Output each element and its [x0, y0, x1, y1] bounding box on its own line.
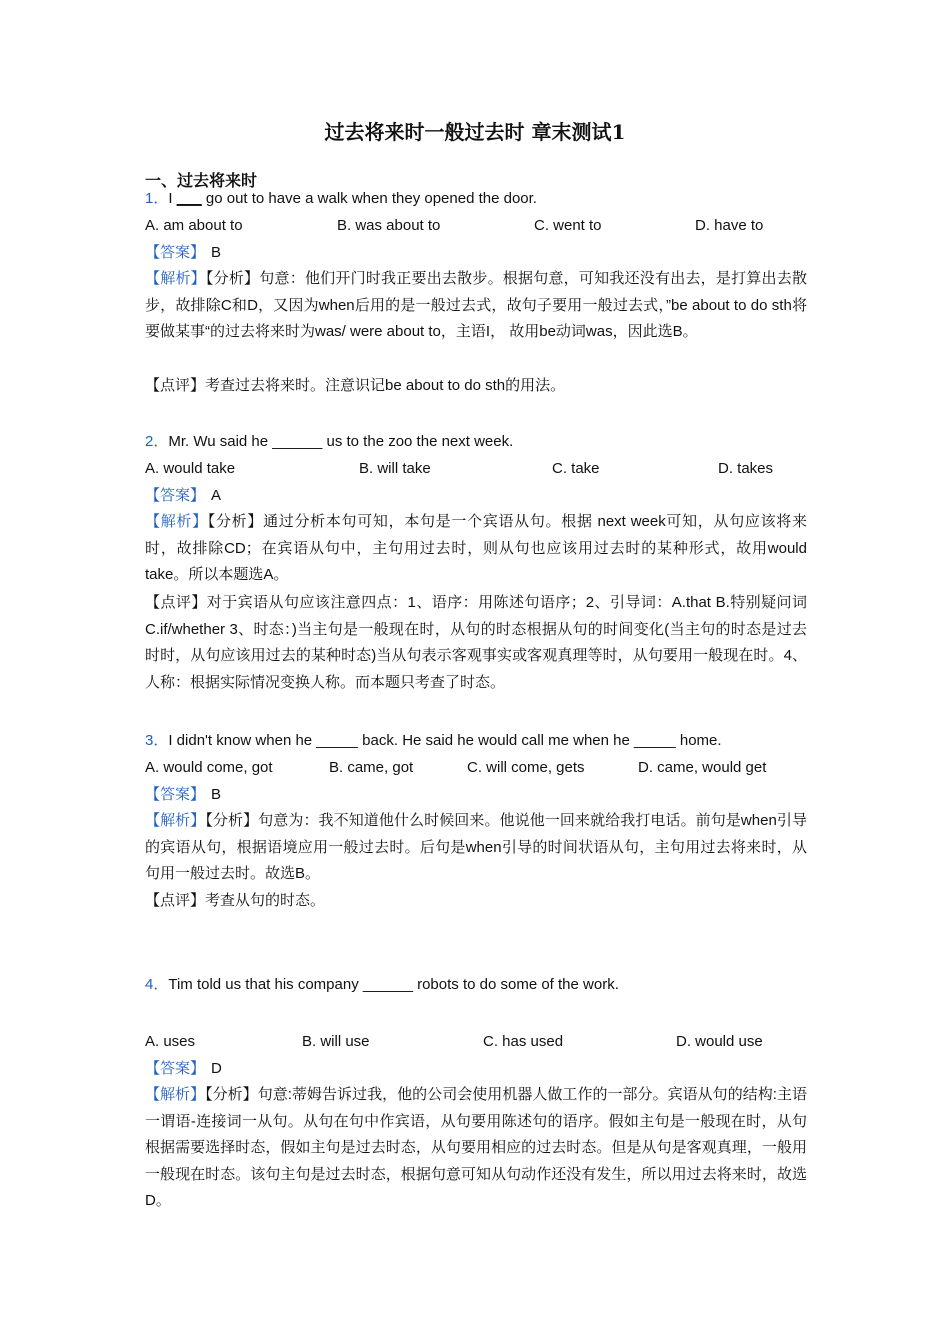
question-2-stem: [145, 432, 513, 452]
question-number: 2．: [145, 433, 169, 450]
comment-text: 对于宾语从句应该注意四点：1、语序：用陈述句语序；2、引导词：A.that B.特别疑问词 C.if/whether 3、时态：)当主句是一般现在时，从句的时态根据从句的时间变化(当主句的时态是过去时时，从句应该用过去的某种时态)当从句表示客观事实或客观真理等时，从句要用一般现在时。4、人称：根据实际情况变换人称。而本题只考查了时态。: [145, 594, 807, 691]
option-c: C. take: [552, 460, 600, 477]
analysis-label: 【解析】: [145, 270, 206, 287]
answer-value: D: [211, 1060, 222, 1077]
comment-paragraph: [145, 590, 807, 696]
option-c: C. went to: [534, 217, 602, 234]
analysis-paragraph: [145, 266, 807, 346]
comment-label: 【点评】: [145, 892, 206, 909]
answer-label: 【答案】: [145, 244, 206, 261]
blank: ___: [176, 190, 202, 207]
option-d: D. would use: [676, 1033, 763, 1050]
analysis-paragraph: [145, 808, 807, 888]
analysis-label: 【解析】: [145, 513, 208, 530]
option-a: A. am about to: [145, 217, 243, 234]
analysis-text: 句意:蒂姆告诉过我，他的公司会使用机器人做工作的一部分。宾语从句的结构:主语一谓语-连接词一从句。从句在句中作宾语，从句要用陈述句的语序。假如主句是一般现在时，从句根据需要选择时态，假如主句是过去时态，从句要用相应的过去时态。但是从句是客观真理，一般用一般现在时态。该句主句是过去时态，根据句意可知从句动作还没有发生，所以用过去将来时，故选D。: [145, 1086, 807, 1209]
option-b: B. came, got: [329, 759, 414, 776]
comment-line: [145, 376, 565, 396]
answer-line: [145, 1059, 222, 1079]
question-number: 1．: [145, 190, 169, 207]
answer-label: 【答案】: [145, 1060, 206, 1077]
stem-text: Mr. Wu said he ______ us to the zoo the next week.: [168, 433, 514, 450]
analysis-text: 句意为：我不知道他什么时候回来。他说他一回来就给我打电话。前句是when引导的宾语从句，根据语境应用一般过去时。后句是when引导的时间状语从句，主句用过去将来时，从句用一般过去时。故选B。: [145, 812, 807, 882]
answer-label: 【答案】: [145, 487, 206, 504]
analysis-sub-label: 【分析】: [205, 1086, 258, 1103]
stem-text: I: [168, 190, 177, 207]
comment-text: 考查从句的时态。: [205, 892, 326, 909]
answer-value: A: [211, 487, 222, 504]
comment-label: 【点评】: [145, 377, 206, 394]
option-a: A. uses: [145, 1033, 196, 1050]
answer-value: B: [211, 786, 222, 803]
analysis-sub-label: 【分析】: [205, 812, 259, 829]
analysis-text: 句意：他们开门时我正要出去散步。根据句意，可知我还没有出去，是打算出去散步，故排除C和D，又因为when后用的是一般过去式，故句子要用一般过去式，”be about to do sth将要做某事“的过去将来时为was/ were about to，主语I， 故用be动词was，因此选B。: [145, 270, 807, 340]
option-c: C. has used: [483, 1033, 564, 1050]
analysis-label: 【解析】: [145, 1086, 206, 1103]
stem-text: I didn't know when he _____ back. He said he would call me when he _____ home.: [168, 732, 722, 749]
analysis-sub-label: 【分析】: [205, 270, 260, 287]
comment-text: 考查过去将来时。注意识记be about to do sth的用法。: [205, 377, 566, 394]
question-4-stem: [145, 975, 619, 995]
option-a: A. would come, got: [145, 759, 273, 776]
answer-line: [145, 486, 221, 506]
section-heading: 一、过去将来时: [145, 173, 258, 190]
comment-line: [145, 891, 325, 911]
option-d: D. have to: [695, 217, 764, 234]
answer-label: 【答案】: [145, 786, 206, 803]
stem-text: Tim told us that his company ______ robots to do some of the work.: [168, 976, 619, 993]
question-1-stem: [145, 189, 537, 209]
stem-text: go out to have a walk when they opened the door.: [201, 190, 537, 207]
analysis-sub-label: 【分析】: [207, 513, 264, 530]
option-b: B. was about to: [337, 217, 441, 234]
answer-line: [145, 243, 221, 263]
answer-value: B: [211, 244, 222, 261]
analysis-label: 【解析】: [145, 812, 206, 829]
question-3-stem: [145, 731, 722, 751]
option-b: B. will take: [359, 460, 431, 477]
analysis-paragraph: [145, 1082, 807, 1215]
answer-line: [145, 785, 221, 805]
option-c: C. will come, gets: [467, 759, 585, 776]
analysis-paragraph: [145, 509, 807, 589]
option-d: D. came, would get: [638, 759, 767, 776]
question-number: 3．: [145, 732, 169, 749]
comment-label: 【点评】: [145, 594, 207, 611]
option-b: B. will use: [302, 1033, 370, 1050]
page-title: 过去将来时一般过去时 章末测试1: [324, 120, 626, 144]
question-number: 4．: [145, 976, 169, 993]
option-d: D. takes: [718, 460, 774, 477]
analysis-text: 通过分析本句可知，本句是一个宾语从句。根据 next week可知，从句应该将来时，故排除CD；在宾语从句中，主句用过去时，则从句也应该用过去时的某种形式，故用would take。所以本题选A。: [145, 513, 807, 583]
option-a: A. would take: [145, 460, 236, 477]
